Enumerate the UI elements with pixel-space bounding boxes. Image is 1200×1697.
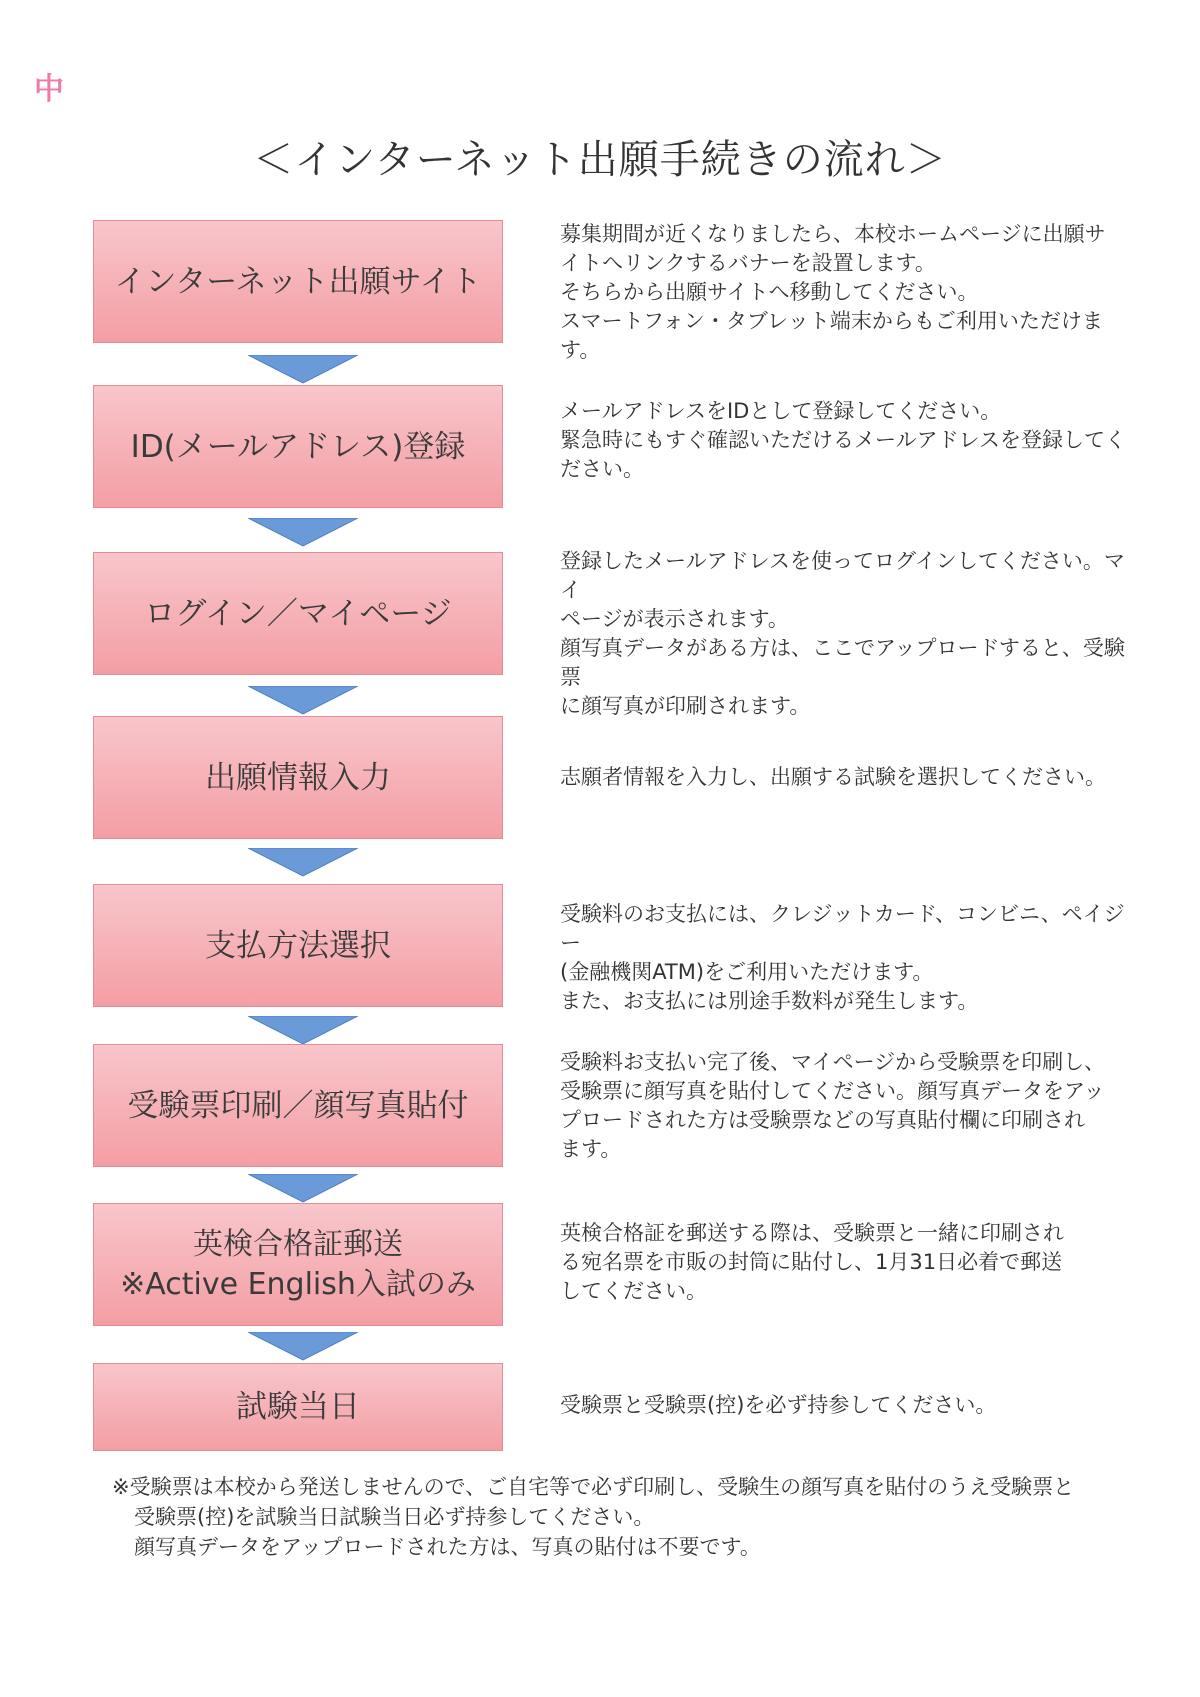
flow-step-7 bbox=[0, 1203, 1200, 1328]
step-description: 募集期間が近くなりましたら、本校ホームページに出願サ イトへリンクするバナーを設置します。 そちらから出願サイトへ移動してください。 スマートフォン・タブレット端末からもご利用いただけます。 bbox=[560, 222, 1106, 362]
step-description: 受験料のお支払には、クレジットカード、コンビニ、ペイジー (金融機関ATM)をご利用いただけます。 また、お支払には別途手数料が発生します。 bbox=[560, 902, 1125, 1013]
step-description: 受験料お支払い完了後、マイページから受験票を印刷し、 受験票に顔写真を貼付してください。顔写真データをアッ プロードされた方は受験票などの写真貼付欄に印刷され ます。 bbox=[560, 1050, 1106, 1161]
down-arrow-icon bbox=[248, 1016, 358, 1046]
down-arrow-icon bbox=[248, 355, 358, 385]
step-box-application-info-input: 出願情報入力 bbox=[93, 716, 503, 839]
step-box-login-mypage: ログイン／マイページ bbox=[93, 552, 503, 675]
step-box-payment-method: 支払方法選択 bbox=[93, 884, 503, 1007]
step-box-eiken-certificate-mail: 英検合格証郵送 ※Active English入試のみ bbox=[93, 1203, 503, 1326]
flow-step-5 bbox=[0, 884, 1200, 1013]
step-description: 志願者情報を入力し、出願する試験を選択してください。 bbox=[560, 765, 1106, 789]
down-arrow-icon bbox=[248, 848, 358, 878]
down-arrow-icon bbox=[248, 1332, 358, 1362]
flow-step-4 bbox=[0, 716, 1200, 841]
page-title: ＜インターネット出願手続きの流れ＞ bbox=[253, 137, 947, 183]
footnote-line: ※受験票は本校から発送しませんので、ご自宅等で必ず印刷し、受験生の顔写真を貼付のうえ受験票と bbox=[112, 1475, 1075, 1499]
flow-step-6 bbox=[0, 1044, 1200, 1169]
step-box-id-registration: ID(メールアドレス)登録 bbox=[93, 385, 503, 508]
footnote-line: 顔写真データをアップロードされた方は、写真の貼付は不要です。 bbox=[134, 1535, 761, 1559]
down-arrow-icon bbox=[248, 1174, 358, 1204]
down-arrow-icon bbox=[248, 686, 358, 716]
down-arrow-icon bbox=[248, 518, 358, 548]
flow-step-1 bbox=[0, 220, 1200, 362]
step-description: 受験票と受験票(控)を必ず持参してください。 bbox=[560, 1393, 997, 1417]
flow-step-2 bbox=[0, 385, 1200, 510]
footnote bbox=[112, 1472, 1122, 1562]
step-description: 登録したメールアドレスを使ってログインしてください。マイ ページが表示されます。 顔写真データがある方は、ここでアップロードすると、受験票 に顔写真が印刷されます。 bbox=[560, 549, 1125, 718]
corner-mark: 中 bbox=[34, 72, 64, 107]
flow-step-3 bbox=[0, 549, 1200, 718]
step-description: 英検合格証を郵送する際は、受験票と一緒に印刷され る宛名票を市販の封筒に貼付し、1月31日必着で郵送 してください。 bbox=[560, 1221, 1064, 1303]
step-description: メールアドレスをIDとして登録してください。 緊急時にもすぐ確認いただけるメールアドレスを登録してく ださい。 bbox=[560, 399, 1126, 481]
step-box-internet-application-site: インターネット出願サイト bbox=[93, 220, 503, 343]
footnote-line: 受験票(控)を試験当日試験当日必ず持参してください。 bbox=[134, 1505, 655, 1529]
step-box-print-ticket-photo: 受験票印刷／顔写真貼付 bbox=[93, 1044, 503, 1167]
step-box-exam-day: 試験当日 bbox=[93, 1363, 503, 1451]
flow-step-8 bbox=[0, 1363, 1200, 1488]
